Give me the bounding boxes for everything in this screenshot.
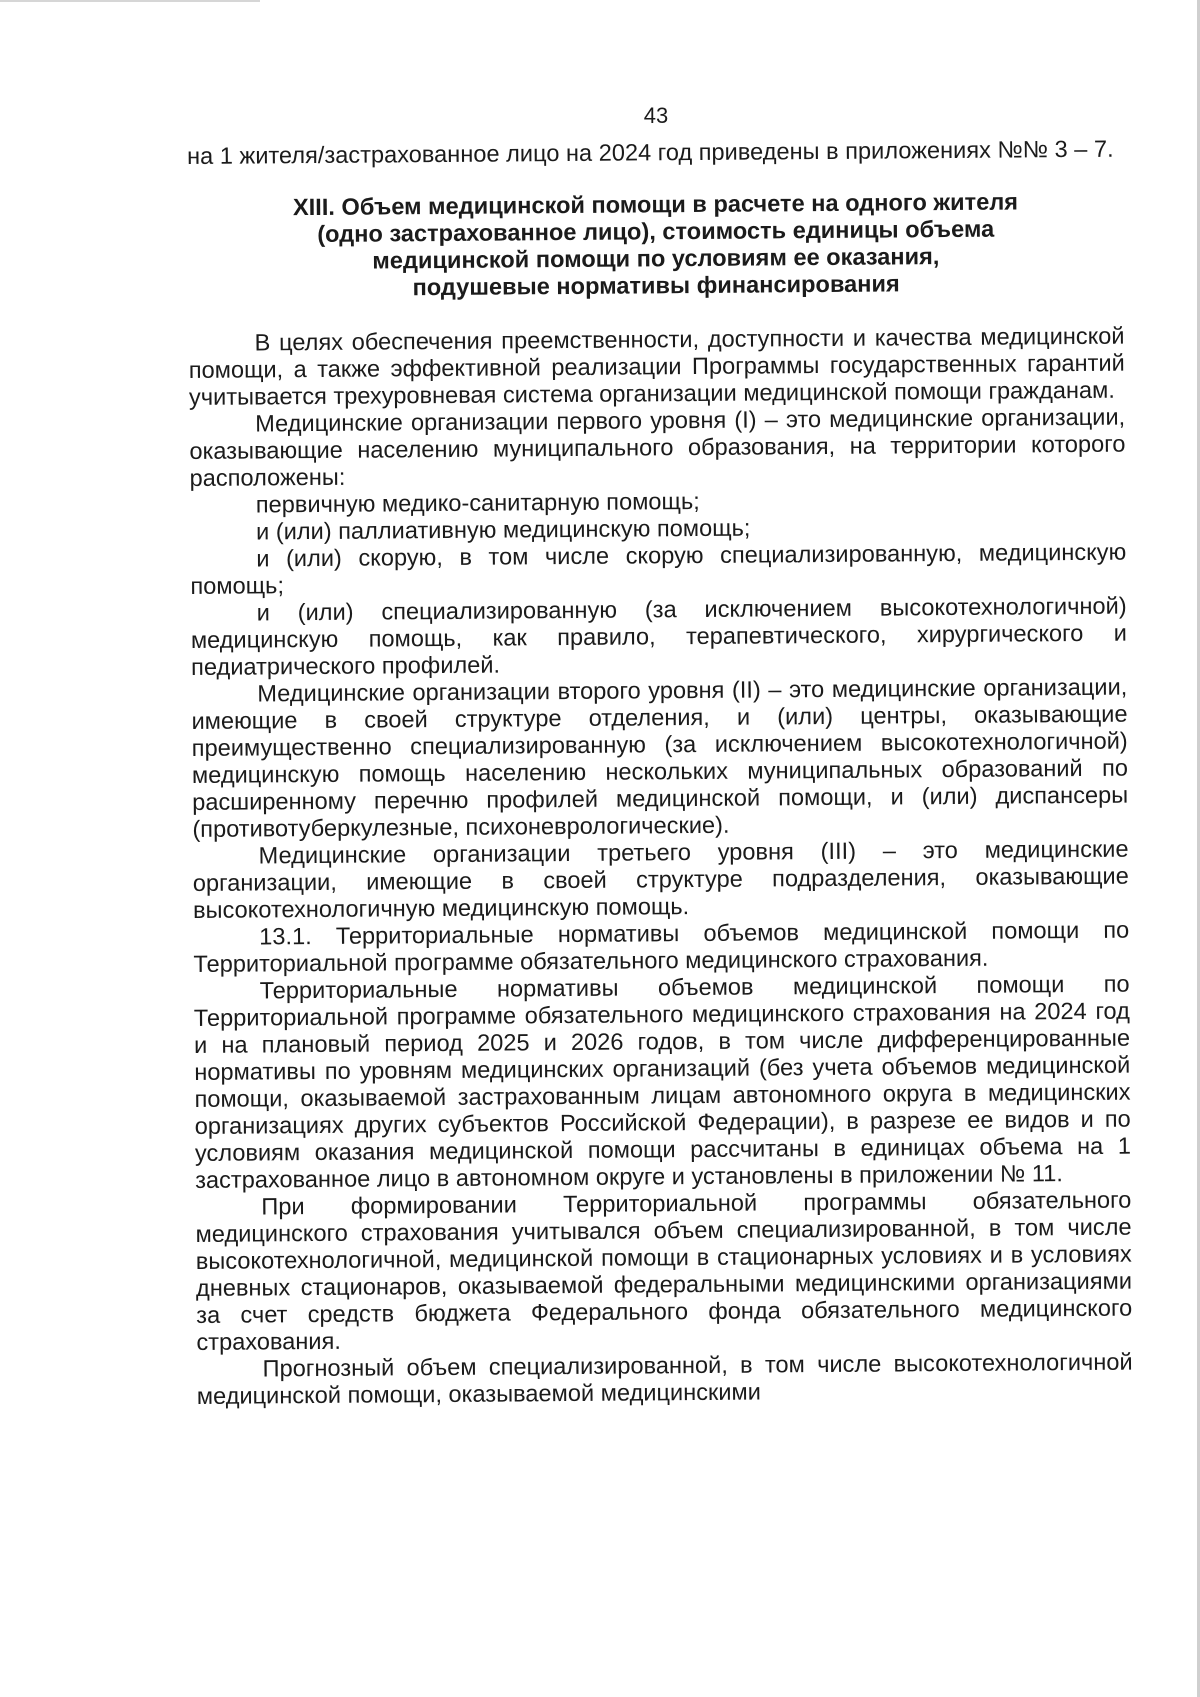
list-item-primary-care: первичную медико-санитарную помощь; [255, 488, 700, 519]
heading-line-2: (одно застрахованное лицо), стоимость единицы объема [317, 216, 995, 248]
scan-edge-top [0, 0, 260, 2]
heading-line-1: XIII. Объем медицинской помощи в расчете на одного жителя [292, 189, 1019, 222]
list-item-palliative-care: и (или) паллиативную медицинскую помощь; [255, 515, 751, 546]
paragraph-territorial-norms: Территориальные нормативы объемов медицинской помощи по Территориальной программе обязательного медицинского страхования на 2024 год и на плановый период 2025 и 2026 годов, в том числе дифференцированные нормативы по уровням медицинских организаций (без учета объемов медицинской помощи, оказываемой застрахованным лицам автономного округа в медицинских организациях других субъектов Российской Федерации), в разрезе ее видов и по условиям оказания медицинской помощи рассчитаны в единицах объема на 1 застрахованное лицо в автономном округе и установлены в приложении № 11. [193, 971, 1132, 1194]
paragraph-13-1: 13.1. Территориальные нормативы объемов медицинской помощи по Территориальной программе обязательного медицинского страхования. [193, 917, 1130, 978]
list-item-emergency-care: и (или) скорую, в том числе скорую специализированную, медицинскую помощь; [190, 539, 1127, 600]
paragraph-forecast-volume: Прогнозный объем специализированной, в том числе высокотехнологичной медицинской помощи, оказываемой медицинскими [196, 1349, 1133, 1410]
paragraph-level-3: Медицинские организации третьего уровня (III) – это медицинские организации, имеющие в своей структуре подразделения, оказывающие высокотехнологичную медицинскую помощь. [192, 836, 1129, 924]
paragraph-level-2: Медицинские организации второго уровня (II) – это медицинские организации, имеющие в своей структуре отделения, и (или) центры, оказывающие преимущественно специализированную (за исключением высокотехнологичной) медицинскую помощь населению нескольких муниципальных образований по расширенному перечню профилей медицинской помощи, и (или) диспансеры (противотуберкулезные, психоневрологические). [191, 674, 1129, 843]
intro-paragraph: на 1 жителя/застрахованное лицо на 2024 год приведены в приложениях №№ 3 – 7. [187, 136, 1114, 170]
document-body [187, 137, 1133, 1411]
paragraph-federal-organizations: При формировании Территориальной программы обязательного медицинского страхования учитывался объем специализированной, в том числе высокотехнологичной, медицинской помощи в стационарных условиях и в условиях дневных стационаров, оказываемой федеральными медицинскими организациями за счет средств бюджета Федерального фонда обязательного медицинского страхования. [195, 1187, 1133, 1356]
heading-line-3: медицинской помощи по условиям ее оказания, [372, 244, 940, 275]
paragraph-system-levels: В целях обеспечения преемственности, доступности и качества медицинской помощи, а также эффективной реализации Программы государственных гарантий учитывается трехуровневая система организации медицинской помощи гражданам. [188, 323, 1125, 411]
section-heading [187, 189, 1124, 304]
list-item-specialized-care: и (или) специализированную (за исключением высокотехнологичной) медицинскую помощь, как правило, терапевтического, хирургического и педиатрического профилей. [190, 593, 1127, 681]
page-number: 43 [643, 103, 669, 128]
paragraph-level-1: Медицинские организации первого уровня (I) – это медицинские организации, оказывающие населению муниципального образования, на территории которого расположены: [189, 404, 1126, 492]
heading-line-4: подушевые нормативы финансирования [412, 271, 900, 302]
